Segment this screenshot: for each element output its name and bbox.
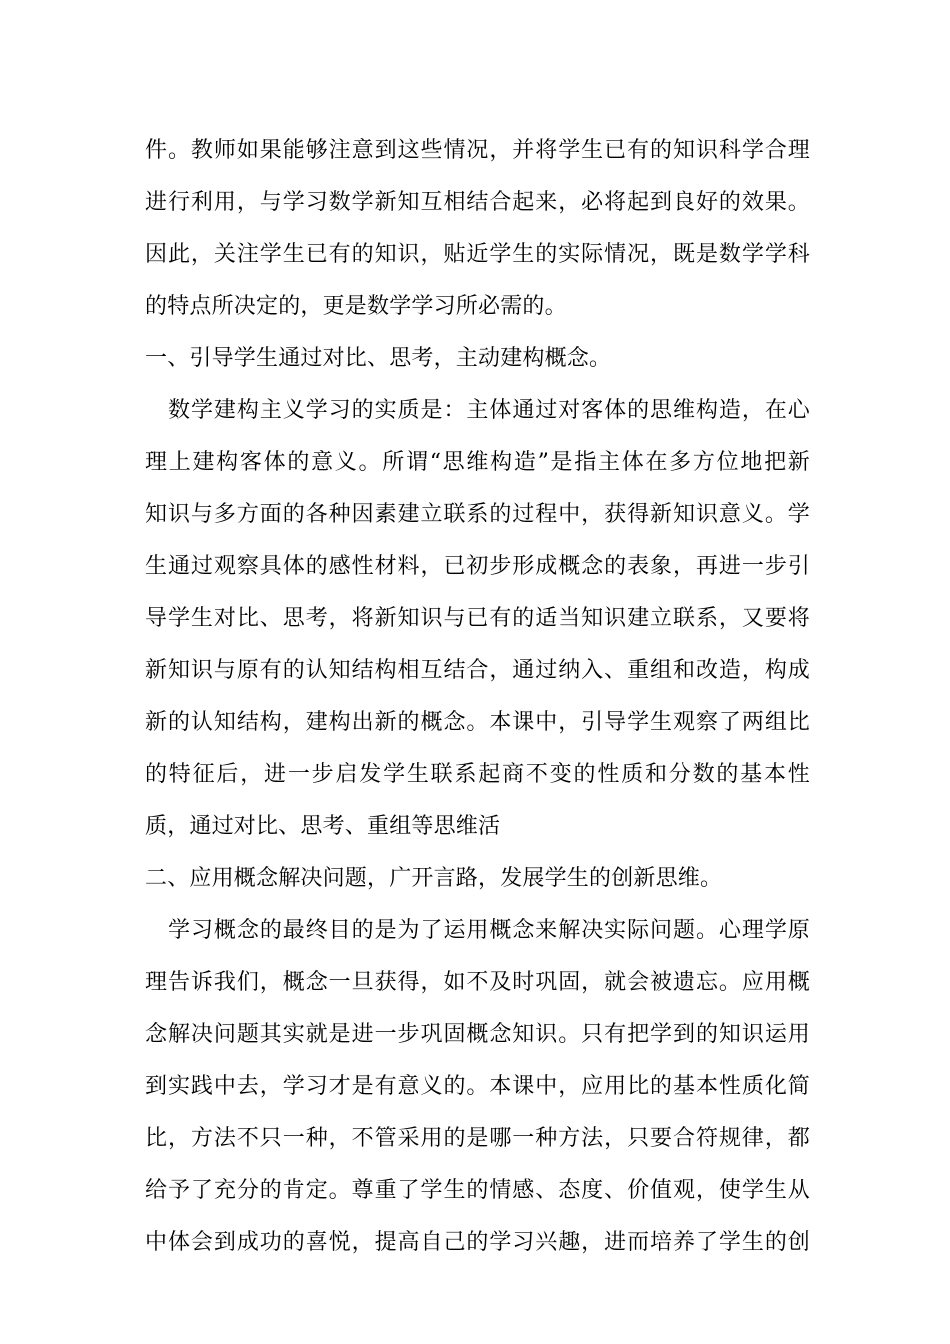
text-line: 生通过观察具体的感性材料，已初步形成概念的表象，再进一步引 <box>145 554 810 579</box>
text-line: 质，通过对比、思考、重组等思维活 <box>145 814 501 839</box>
text-line: 件。教师如果能够注意到这些情况，并将学生已有的知识科学合理 <box>145 138 810 163</box>
text-line: 理上建构客体的意义。所谓“思维构造”是指主体在多方位地把新 <box>145 450 810 475</box>
text-line: 学习概念的最终目的是为了运用概念来解决实际问题。心理学原 <box>168 918 810 943</box>
text-line: 导学生对比、思考，将新知识与已有的适当知识建立联系，又要将 <box>145 606 810 631</box>
text-line: 中体会到成功的喜悦，提高自己的学习兴趣，进而培养了学生的创 <box>145 1230 810 1255</box>
text-line: 数学建构主义学习的实质是：主体通过对客体的思维构造，在心 <box>168 398 810 423</box>
text-line: 进行利用，与学习数学新知互相结合起来，必将起到良好的效果。 <box>145 190 810 215</box>
text-line: 的特征后，进一步启发学生联系起商不变的性质和分数的基本性 <box>145 762 810 787</box>
section-heading: 一、引导学生通过对比、思考，主动建构概念。 <box>145 346 612 371</box>
text-line: 因此，关注学生已有的知识，贴近学生的实际情况，既是数学学科 <box>145 242 810 267</box>
text-line: 知识与多方面的各种因素建立联系的过程中，获得新知识意义。学 <box>145 502 810 527</box>
text-line: 到实践中去，学习才是有意义的。本课中，应用比的基本性质化简 <box>145 1074 810 1099</box>
text-line: 给予了充分的肯定。尊重了学生的情感、态度、价值观，使学生从 <box>145 1178 810 1203</box>
text-line: 比，方法不只一种，不管采用的是哪一种方法，只要合符规律，都 <box>145 1126 810 1151</box>
text-line: 念解决问题其实就是进一步巩固概念知识。只有把学到的知识运用 <box>145 1022 810 1047</box>
text-line: 新知识与原有的认知结构相互结合，通过纳入、重组和改造，构成 <box>145 658 810 683</box>
text-line: 新的认知结构，建构出新的概念。本课中，引导学生观察了两组比 <box>145 710 810 735</box>
text-line: 理告诉我们，概念一旦获得，如不及时巩固，就会被遗忘。应用概 <box>145 970 810 995</box>
section-heading: 二、应用概念解决问题，广开言路，发展学生的创新思维。 <box>145 866 723 891</box>
text-line: 的特点所决定的，更是数学学习所必需的。 <box>145 294 567 319</box>
